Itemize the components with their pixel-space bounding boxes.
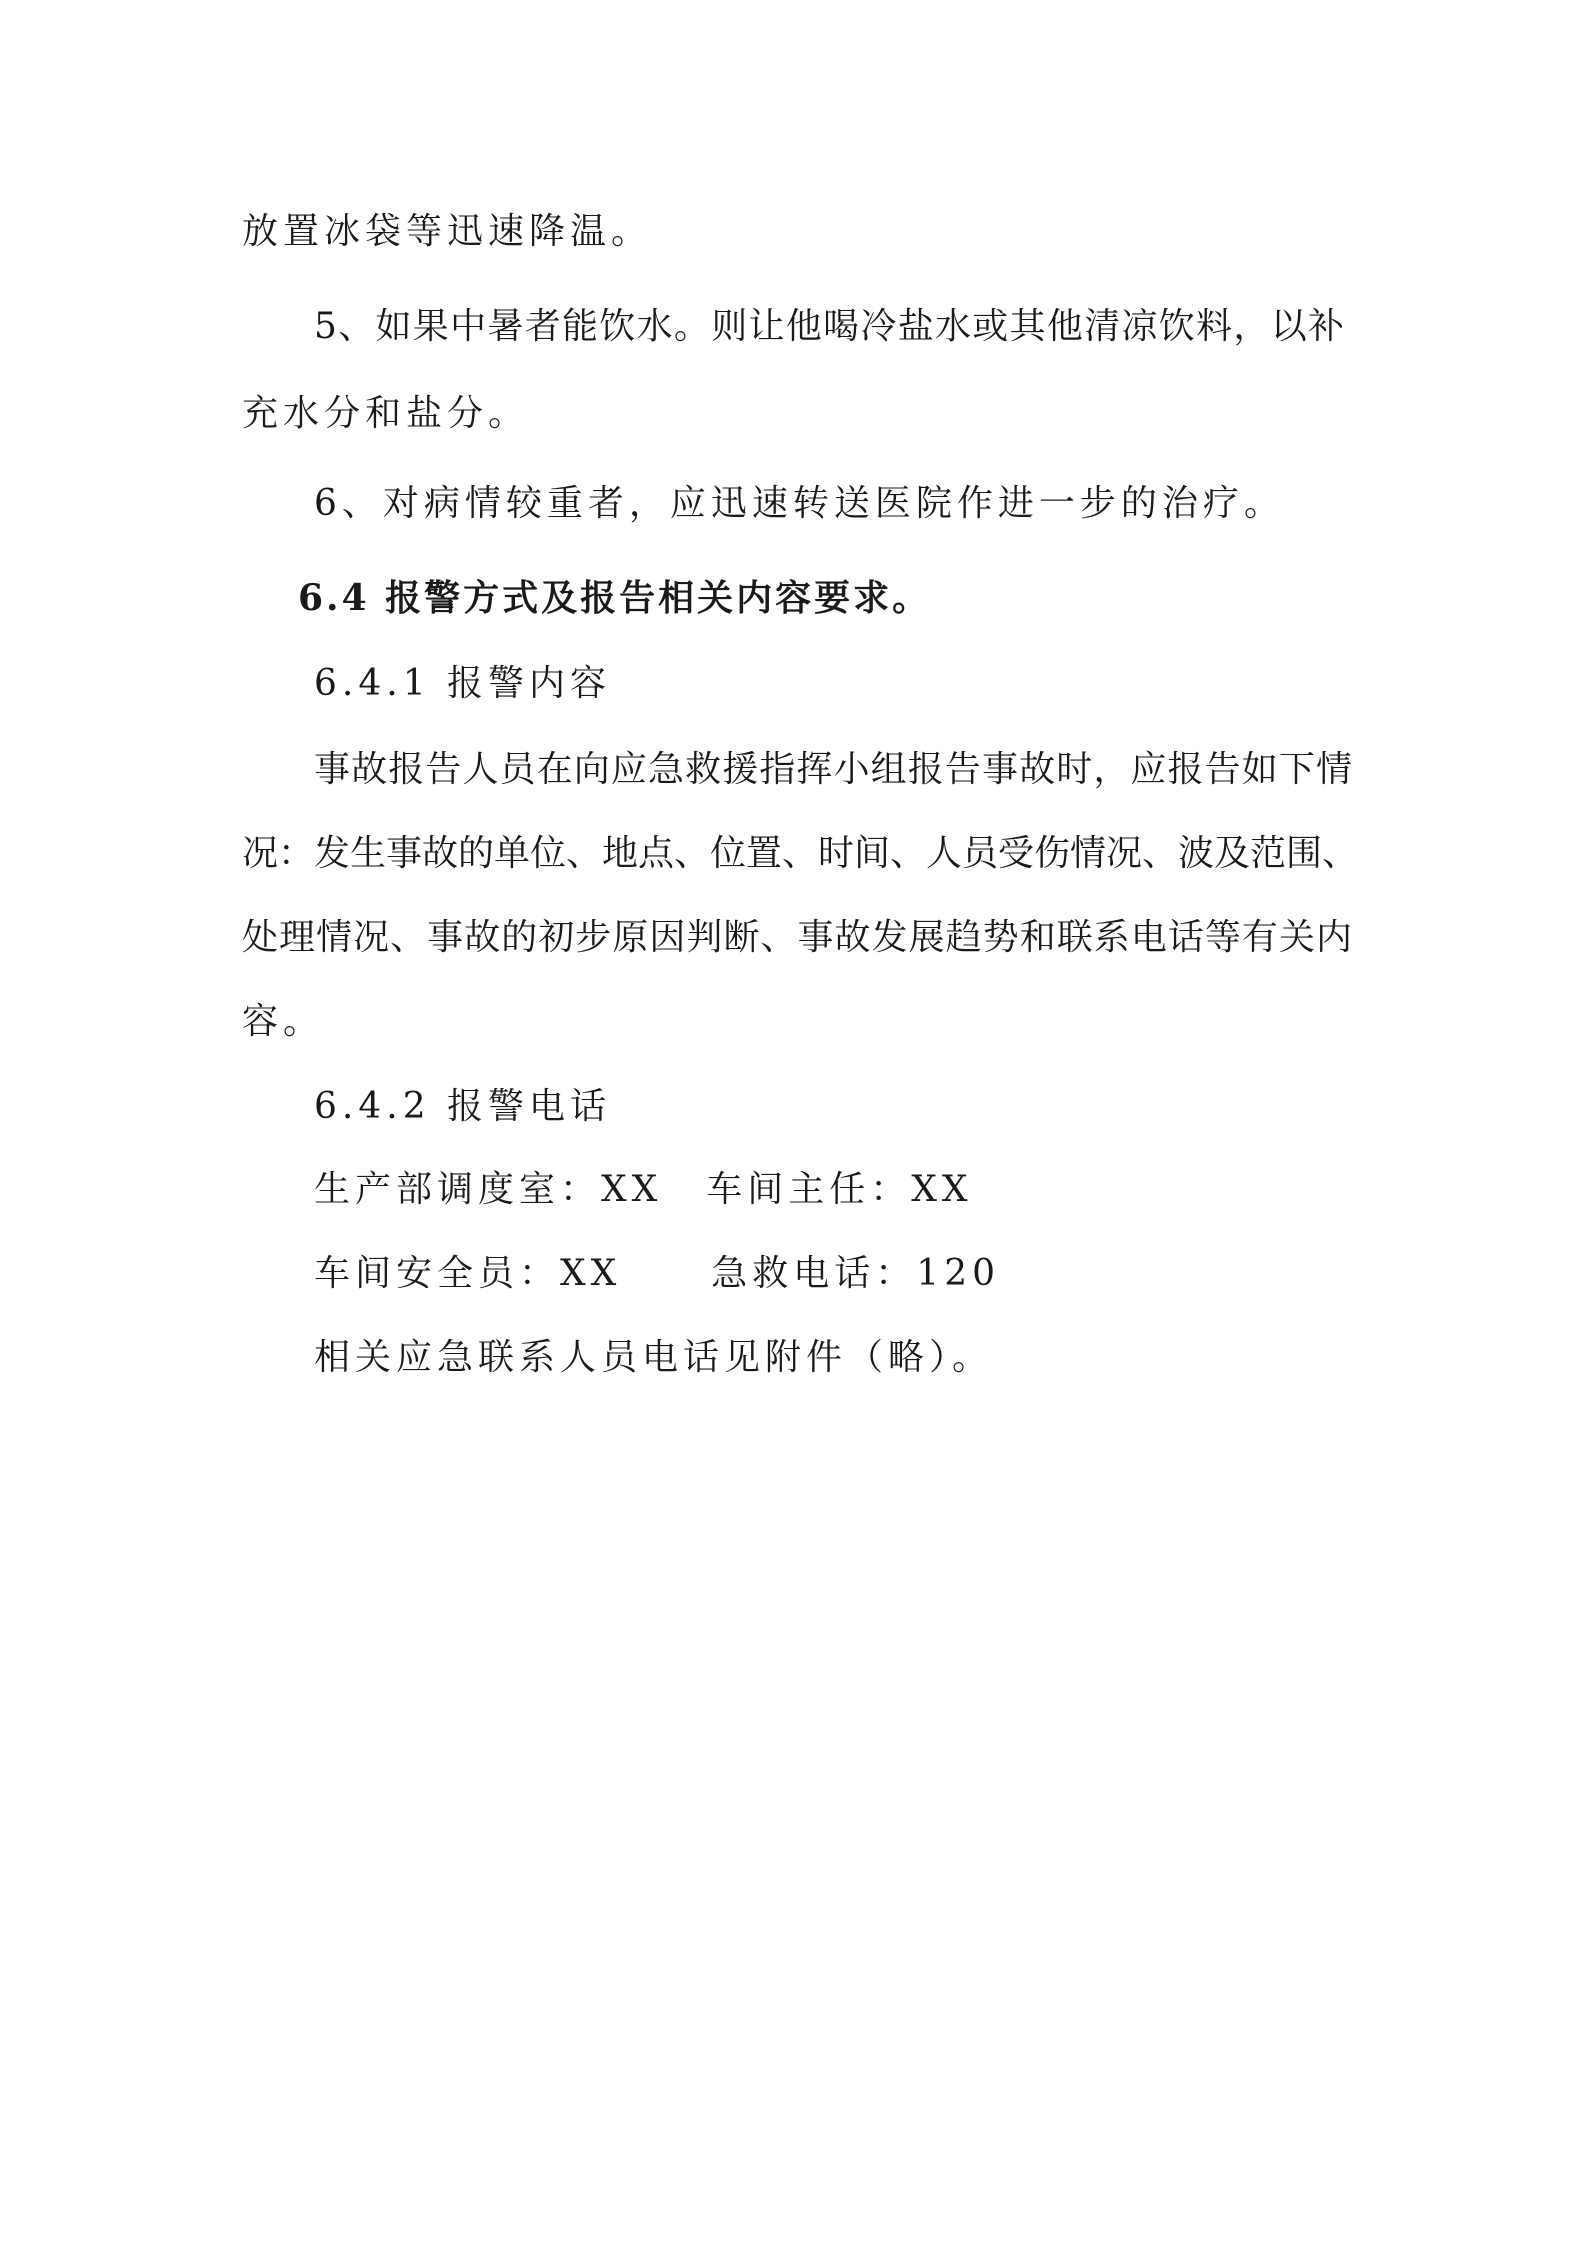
paragraph-line: 充水分和盐分。 (242, 393, 530, 434)
contact-value: 120 (916, 1253, 1001, 1294)
paragraph-line: 处理情况、事故的初步原因判断、事故发展趋势和联系电话等有关内 (242, 917, 1352, 958)
paragraph-line: 况：发生事故的单位、地点、位置、时间、人员受伤情况、波及范围、 (242, 833, 1359, 874)
contact-value: XX (601, 1169, 663, 1210)
contact-row (314, 1168, 973, 1212)
paragraph-line: 事故报告人员在向应急救援指挥小组报告事故时，应报告如下情 (314, 749, 1352, 790)
footer-note: 相关应急联系人员电话见附件（略）。 (314, 1337, 994, 1378)
subsection-heading: 6.4.1 报警内容 (314, 663, 612, 704)
paragraph-line: 放置冰袋等迅速降温。 (242, 211, 653, 252)
contact-label: 车间主任： (706, 1169, 912, 1210)
paragraph-line: 5、如果中暑者能饮水。则让他喝冷盐水或其他清凉饮料，以补 (314, 306, 1344, 347)
contact-row (314, 1252, 1000, 1296)
paragraph-line: 容。 (242, 1001, 325, 1042)
section-heading: 6.4 报警方式及报告相关内容要求。 (298, 577, 932, 619)
contact-value: XX (911, 1169, 973, 1210)
paragraph-line: 6、对病情较重者，应迅速转送医院作进一步的治疗。 (314, 483, 1285, 524)
contact-label: 生产部调度室： (314, 1169, 602, 1210)
contact-label: 急救电话： (711, 1253, 917, 1294)
contact-label: 车间安全员： (314, 1253, 561, 1294)
subsection-heading: 6.4.2 报警电话 (314, 1086, 612, 1127)
contact-value: XX (560, 1253, 622, 1294)
